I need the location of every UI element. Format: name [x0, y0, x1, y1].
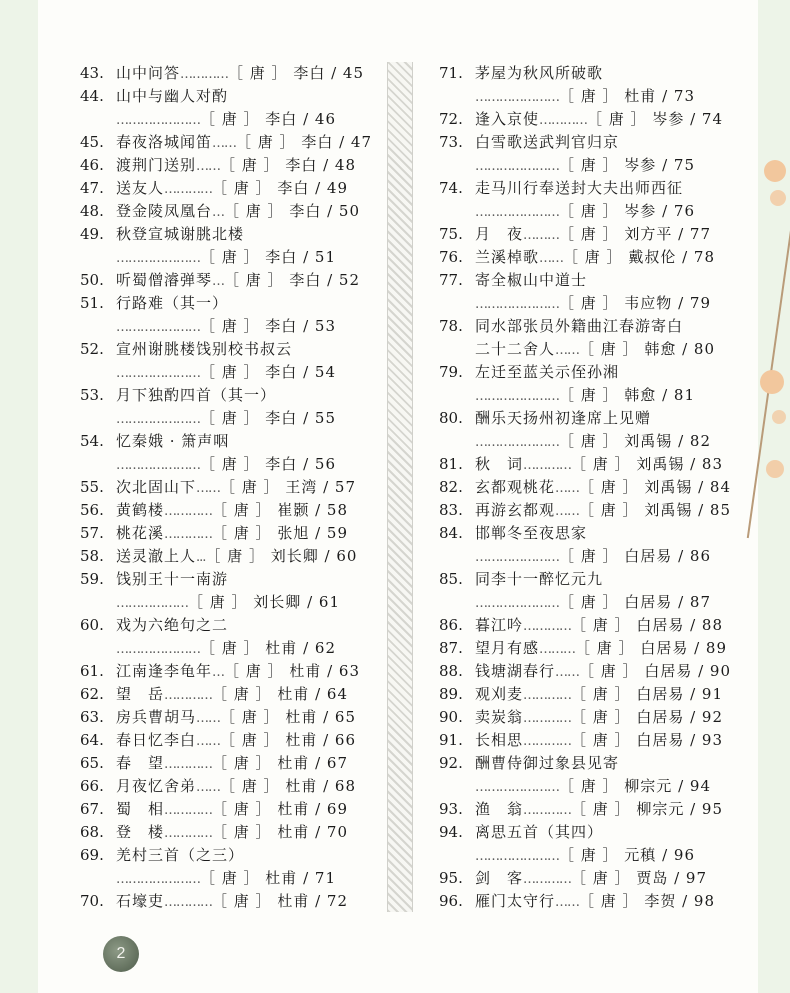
author-and-page: ［ 唐 ］ 刘禹锡 / 82: [559, 432, 711, 450]
toc-entry[interactable]: [80, 154, 380, 177]
plum-blossom-icon: [756, 120, 790, 540]
poem-title: 听蜀僧濬弹琴: [116, 271, 213, 289]
dot-leader: ……: [555, 895, 580, 910]
poem-title: 月夜忆舍弟: [116, 777, 197, 795]
entry-number: 88.: [439, 662, 463, 680]
poem-title: 观刈麦: [475, 685, 524, 703]
poem-title: 蜀 相: [116, 800, 165, 818]
poem-title: 秋 词: [475, 455, 524, 473]
author-and-page: ［ 唐 ］ 刘禹锡 / 85: [579, 501, 731, 519]
poem-title: 二十二舍人: [475, 340, 556, 358]
entry-number: 64.: [80, 731, 104, 749]
entry-number: 54.: [80, 432, 104, 450]
poem-title: 登 楼: [116, 823, 165, 841]
dot-leader: …………: [523, 734, 572, 749]
dot-leader: …………………: [116, 320, 200, 335]
toc-entry[interactable]: [439, 637, 739, 660]
toc-entry[interactable]: [80, 85, 380, 108]
entry-number: 76.: [439, 248, 463, 266]
author-and-page: ［ 唐 ］ 李白 / 46: [200, 110, 336, 128]
toc-entry-continuation[interactable]: [439, 775, 739, 798]
author-and-page: ［ 唐 ］ 岑参 / 76: [559, 202, 695, 220]
poem-title: 江南逢李龟年: [116, 662, 213, 680]
toc-entry[interactable]: [439, 867, 739, 890]
poem-title: 月下独酌四首（其一）: [116, 386, 277, 404]
dot-leader: …………………: [475, 159, 559, 174]
poem-title: 暮江吟: [475, 616, 524, 634]
author-and-page: ［ 唐 ］ 杜甫 / 67: [212, 754, 348, 772]
toc-entry[interactable]: [439, 752, 739, 775]
dot-leader: …………: [164, 182, 213, 197]
dot-leader: …………: [539, 113, 588, 128]
author-and-page: ［ 唐 ］ 柳宗元 / 94: [559, 777, 711, 795]
entry-number: 47.: [80, 179, 104, 197]
poem-title: 寄全椒山中道士: [475, 271, 588, 289]
dot-leader: ……: [555, 665, 580, 680]
author-and-page: ［ 唐 ］ 刘禹锡 / 84: [579, 478, 731, 496]
toc-entry-continuation[interactable]: [80, 361, 380, 384]
poem-title: 离思五首（其四）: [475, 823, 604, 841]
author-and-page: ［ 唐 ］ 柳宗元 / 95: [571, 800, 723, 818]
toc-entry-continuation[interactable]: [439, 338, 739, 361]
toc-entry[interactable]: [80, 798, 380, 821]
entry-number: 72.: [439, 110, 463, 128]
author-and-page: ［ 唐 ］ 白居易 / 91: [571, 685, 723, 703]
dot-leader: …………………: [475, 90, 559, 105]
toc-entry[interactable]: [439, 729, 739, 752]
poem-title: 行路难（其一）: [116, 294, 229, 312]
poem-title: 石壕吏: [116, 892, 165, 910]
author-and-page: ［ 唐 ］ 白居易 / 88: [571, 616, 723, 634]
entry-number: 86.: [439, 616, 463, 634]
toc-entry[interactable]: [80, 223, 380, 246]
author-and-page: ［ 唐 ］ 张旭 / 59: [212, 524, 348, 542]
toc-entry[interactable]: [439, 890, 739, 913]
entry-number: 75.: [439, 225, 463, 243]
entry-number: 57.: [80, 524, 104, 542]
toc-entry[interactable]: [80, 545, 380, 568]
author-and-page: ［ 唐 ］ 刘方平 / 77: [559, 225, 711, 243]
dot-leader: …………: [523, 688, 572, 703]
toc-entry[interactable]: [80, 292, 380, 315]
entry-number: 61.: [80, 662, 104, 680]
dot-leader: …………………: [475, 389, 559, 404]
toc-entry[interactable]: [80, 131, 380, 154]
dot-leader: …………………: [116, 872, 200, 887]
poem-title: 长相思: [475, 731, 524, 749]
toc-entry[interactable]: [80, 821, 380, 844]
poem-title: 送灵澈上人: [116, 547, 197, 565]
poem-title: 忆秦娥 · 箫声咽: [116, 432, 230, 450]
dot-leader: ……: [196, 481, 221, 496]
toc-entry-continuation[interactable]: [439, 292, 739, 315]
poem-title: 同水部张员外籍曲江春游寄白: [475, 317, 684, 335]
dot-leader: …………………: [475, 297, 559, 312]
author-and-page: ［ 唐 ］ 李白 / 54: [200, 363, 336, 381]
author-and-page: ［ 唐 ］ 李白 / 52: [224, 271, 360, 289]
toc-entry-continuation[interactable]: [80, 407, 380, 430]
toc-entry-continuation[interactable]: [439, 200, 739, 223]
toc-entry[interactable]: [439, 407, 739, 430]
dot-leader: …………: [523, 458, 572, 473]
dot-leader: …………………: [116, 412, 200, 427]
toc-entry-continuation[interactable]: [439, 154, 739, 177]
poem-title: 房兵曹胡马: [116, 708, 197, 726]
entry-number: 60.: [80, 616, 104, 634]
dot-leader: ……: [196, 711, 221, 726]
entry-number: 78.: [439, 317, 463, 335]
toc-entry[interactable]: [439, 108, 739, 131]
author-and-page: ［ 唐 ］ 白居易 / 92: [571, 708, 723, 726]
toc-entry-continuation[interactable]: [80, 108, 380, 131]
toc-entry[interactable]: [80, 177, 380, 200]
author-and-page: ［ 唐 ］ 杜甫 / 73: [559, 87, 695, 105]
entry-number: 51.: [80, 294, 104, 312]
entry-number: 85.: [439, 570, 463, 588]
author-and-page: ［ 唐 ］ 戴叔伦 / 78: [563, 248, 715, 266]
toc-entry[interactable]: [439, 476, 739, 499]
entry-number: 73.: [439, 133, 463, 151]
dot-leader: …: [212, 665, 225, 680]
author-and-page: ［ 唐 ］ 李白 / 55: [200, 409, 336, 427]
entry-number: 59.: [80, 570, 104, 588]
dot-leader: ...: [196, 550, 206, 565]
dot-leader: …………: [164, 895, 213, 910]
toc-entry-continuation[interactable]: [80, 591, 380, 614]
toc-entry[interactable]: [439, 361, 739, 384]
entry-number: 71.: [439, 64, 463, 82]
toc-entry[interactable]: [80, 430, 380, 453]
poem-title: 走马川行奉送封大夫出师西征: [475, 179, 684, 197]
dot-leader: …………………: [475, 849, 559, 864]
entry-number: 67.: [80, 800, 104, 818]
entry-number: 55.: [80, 478, 104, 496]
entry-number: 62.: [80, 685, 104, 703]
author-and-page: ［ 唐 ］ 岑参 / 75: [559, 156, 695, 174]
dot-leader: …………………: [116, 642, 200, 657]
dot-leader: …………: [180, 67, 229, 82]
author-and-page: ［ 唐 ］ 元稹 / 96: [559, 846, 695, 864]
entry-number: 94.: [439, 823, 463, 841]
toc-entry[interactable]: [439, 269, 739, 292]
dot-leader: ……: [196, 159, 221, 174]
entry-number: 89.: [439, 685, 463, 703]
entry-number: 44.: [80, 87, 104, 105]
entry-number: 91.: [439, 731, 463, 749]
entry-number: 92.: [439, 754, 463, 772]
poem-title: 逢入京使: [475, 110, 540, 128]
dot-leader: …………………: [116, 113, 200, 128]
toc-entry[interactable]: [80, 338, 380, 361]
poem-title: 望 岳: [116, 685, 165, 703]
poem-title: 黄鹤楼: [116, 501, 165, 519]
toc-entry[interactable]: [80, 775, 380, 798]
toc-entry-continuation[interactable]: [439, 545, 739, 568]
poem-title: 山中问答: [116, 64, 181, 82]
poem-title: 望月有感: [475, 639, 540, 657]
author-and-page: ［ 唐 ］ 李白 / 49: [212, 179, 348, 197]
author-and-page: ［ 唐 ］ 李白 / 45: [228, 64, 364, 82]
entry-number: 84.: [439, 524, 463, 542]
toc-entry[interactable]: [80, 62, 380, 85]
toc-entry[interactable]: [80, 522, 380, 545]
author-and-page: ［ 唐 ］ 李白 / 48: [220, 156, 356, 174]
toc-entry[interactable]: [80, 499, 380, 522]
poem-title: 羌村三首（之三）: [116, 846, 245, 864]
poem-title: 饯别王十一南游: [116, 570, 229, 588]
author-and-page: ［ 唐 ］ 杜甫 / 64: [212, 685, 348, 703]
poem-title: 渔 翁: [475, 800, 524, 818]
author-and-page: ［ 唐 ］ 李贺 / 98: [579, 892, 715, 910]
author-and-page: ［ 唐 ］ 白居易 / 89: [575, 639, 727, 657]
author-and-page: ［ 唐 ］ 白居易 / 93: [571, 731, 723, 749]
entry-number: 56.: [80, 501, 104, 519]
author-and-page: ［ 唐 ］ 杜甫 / 72: [212, 892, 348, 910]
entry-number: 83.: [439, 501, 463, 519]
author-and-page: ［ 唐 ］ 刘长卿 / 60: [205, 547, 358, 565]
toc-entry[interactable]: [80, 614, 380, 637]
author-and-page: ［ 唐 ］ 刘禹锡 / 83: [571, 455, 723, 473]
dot-leader: …………………: [475, 596, 559, 611]
dot-leader: …………………: [475, 205, 559, 220]
dot-leader: …………………: [475, 780, 559, 795]
dot-leader: …………: [164, 504, 213, 519]
toc-entry-continuation[interactable]: [80, 637, 380, 660]
entry-number: 43.: [80, 64, 104, 82]
author-and-page: ［ 唐 ］ 白居易 / 86: [559, 547, 711, 565]
dot-leader: ……: [196, 780, 221, 795]
author-and-page: ［ 唐 ］ 韦应物 / 79: [559, 294, 711, 312]
dot-leader: …………………: [116, 458, 200, 473]
dot-leader: …………: [523, 711, 572, 726]
poem-title: 月 夜: [475, 225, 524, 243]
entry-number: 79.: [439, 363, 463, 381]
author-and-page: ［ 唐 ］ 李白 / 56: [200, 455, 336, 473]
poem-title: 白雪歌送武判官归京: [475, 133, 620, 151]
poem-title: 山中与幽人对酌: [116, 87, 229, 105]
entry-number: 77.: [439, 271, 463, 289]
toc-entry[interactable]: [80, 752, 380, 775]
entry-number: 49.: [80, 225, 104, 243]
dot-leader: …………………: [475, 550, 559, 565]
toc-entry-continuation[interactable]: [80, 315, 380, 338]
poem-title: 再游玄都观: [475, 501, 556, 519]
poem-title: 同李十一醉忆元九: [475, 570, 604, 588]
toc-entry[interactable]: [80, 683, 380, 706]
toc-entry-continuation[interactable]: [439, 591, 739, 614]
entry-number: 95.: [439, 869, 463, 887]
dot-leader: ……: [555, 343, 580, 358]
author-and-page: ［ 唐 ］ 岑参 / 74: [587, 110, 723, 128]
author-and-page: ［ 唐 ］ 韩愈 / 81: [559, 386, 695, 404]
poem-title: 雁门太守行: [475, 892, 556, 910]
poem-title: 春日忆李白: [116, 731, 197, 749]
poem-title: 钱塘湖春行: [475, 662, 556, 680]
author-and-page: ［ 唐 ］ 李白 / 51: [200, 248, 336, 266]
entry-number: 93.: [439, 800, 463, 818]
author-and-page: ［ 唐 ］ 杜甫 / 70: [212, 823, 348, 841]
entry-number: 80.: [439, 409, 463, 427]
poem-title: 戏为六绝句之二: [116, 616, 229, 634]
dot-leader: …………: [164, 688, 213, 703]
poem-title: 秋登宣城谢朓北楼: [116, 225, 245, 243]
entry-number: 70.: [80, 892, 104, 910]
dot-leader: …………………: [116, 366, 200, 381]
dot-leader: ……: [539, 251, 564, 266]
toc-entry[interactable]: [80, 384, 380, 407]
author-and-page: ［ 唐 ］ 崔颢 / 58: [212, 501, 348, 519]
entry-number: 96.: [439, 892, 463, 910]
entry-number: 58.: [80, 547, 104, 565]
author-and-page: ［ 唐 ］ 韩愈 / 80: [579, 340, 715, 358]
entry-number: 46.: [80, 156, 104, 174]
toc-entry[interactable]: [439, 821, 739, 844]
author-and-page: ［ 唐 ］ 杜甫 / 63: [224, 662, 360, 680]
poem-title: 卖炭翁: [475, 708, 524, 726]
dot-leader: …………: [164, 803, 213, 818]
toc-entry[interactable]: [439, 223, 739, 246]
toc-entry[interactable]: [80, 706, 380, 729]
author-and-page: ［ 唐 ］ 杜甫 / 66: [220, 731, 356, 749]
entry-number: 68.: [80, 823, 104, 841]
toc-entry[interactable]: [439, 246, 739, 269]
poem-title: 玄都观桃花: [475, 478, 556, 496]
author-and-page: ［ 唐 ］ 杜甫 / 71: [200, 869, 336, 887]
toc-entry-continuation[interactable]: [439, 384, 739, 407]
poem-title: 酬曹侍御过象县见寄: [475, 754, 620, 772]
toc-entry-continuation[interactable]: [80, 453, 380, 476]
entry-number: 52.: [80, 340, 104, 358]
entry-number: 82.: [439, 478, 463, 496]
poem-title: 次北固山下: [116, 478, 197, 496]
toc-entry[interactable]: [439, 177, 739, 200]
toc-entry[interactable]: [80, 476, 380, 499]
dot-leader: …………………: [116, 251, 200, 266]
toc-entry[interactable]: [439, 798, 739, 821]
toc-entry[interactable]: [80, 890, 380, 913]
lattice-divider: [387, 62, 413, 912]
dot-leader: ……: [555, 504, 580, 519]
toc-entry[interactable]: [439, 660, 739, 683]
toc-entry[interactable]: [439, 614, 739, 637]
dot-leader: …………: [164, 757, 213, 772]
toc-entry[interactable]: [80, 844, 380, 867]
toc-entry[interactable]: [80, 200, 380, 223]
toc-entry[interactable]: [439, 522, 739, 545]
author-and-page: ［ 唐 ］ 刘长卿 / 61: [188, 593, 340, 611]
toc-entry[interactable]: [439, 315, 739, 338]
poem-title: 左迁至蓝关示侄孙湘: [475, 363, 620, 381]
entry-number: 63.: [80, 708, 104, 726]
dot-leader: …………: [523, 619, 572, 634]
dot-leader: …………: [164, 826, 213, 841]
poem-title: 春夜洛城闻笛: [116, 133, 213, 151]
dot-leader: …………………: [475, 435, 559, 450]
entry-number: 66.: [80, 777, 104, 795]
author-and-page: ［ 唐 ］ 王湾 / 57: [220, 478, 356, 496]
author-and-page: ［ 唐 ］ 白居易 / 87: [559, 593, 711, 611]
author-and-page: ［ 唐 ］ 李白 / 50: [224, 202, 360, 220]
dot-leader: ………: [523, 228, 560, 243]
toc-entry[interactable]: [439, 62, 739, 85]
toc-column-left: [80, 62, 380, 913]
author-and-page: ［ 唐 ］ 贾岛 / 97: [571, 869, 707, 887]
entry-number: 50.: [80, 271, 104, 289]
dot-leader: ……: [196, 734, 221, 749]
entry-number: 65.: [80, 754, 104, 772]
entry-number: 74.: [439, 179, 463, 197]
author-and-page: ［ 唐 ］ 杜甫 / 68: [220, 777, 356, 795]
toc-entry-continuation[interactable]: [439, 844, 739, 867]
poem-title: 登金陵凤凰台: [116, 202, 213, 220]
toc-entry[interactable]: [439, 131, 739, 154]
toc-entry[interactable]: [80, 568, 380, 591]
dot-leader: …………: [523, 803, 572, 818]
toc-entry[interactable]: [439, 568, 739, 591]
toc-entry[interactable]: [439, 706, 739, 729]
dot-leader: ……: [212, 136, 237, 151]
dot-leader: …: [212, 274, 225, 289]
dot-leader: …………: [523, 872, 572, 887]
poem-title: 茅屋为秋风所破歌: [475, 64, 604, 82]
poem-title: 酬乐天扬州初逢席上见赠: [475, 409, 652, 427]
toc-entry[interactable]: [439, 453, 739, 476]
author-and-page: ［ 唐 ］ 杜甫 / 69: [212, 800, 348, 818]
poem-title: 兰溪棹歌: [475, 248, 540, 266]
toc-entry[interactable]: [439, 683, 739, 706]
poem-title: 桃花溪: [116, 524, 165, 542]
poem-title: 送友人: [116, 179, 165, 197]
poem-title: 剑 客: [475, 869, 524, 887]
toc-column-right: [439, 62, 739, 913]
poem-title: 宣州谢朓楼饯别校书叔云: [116, 340, 293, 358]
author-and-page: ［ 唐 ］ 李白 / 47: [236, 133, 372, 151]
poem-title: 邯郸冬至夜思家: [475, 524, 588, 542]
author-and-page: ［ 唐 ］ 杜甫 / 65: [220, 708, 356, 726]
toc-entry[interactable]: [80, 729, 380, 752]
poem-title: 渡荆门送别: [116, 156, 197, 174]
toc-entry-continuation[interactable]: [80, 867, 380, 890]
page-number-badge: 2: [103, 936, 139, 972]
dot-leader: …………: [164, 527, 213, 542]
toc-entry-continuation[interactable]: [439, 85, 739, 108]
toc-entry-continuation[interactable]: [80, 246, 380, 269]
toc-entry-continuation[interactable]: [439, 430, 739, 453]
author-and-page: ［ 唐 ］ 李白 / 53: [200, 317, 336, 335]
dot-leader: ……: [555, 481, 580, 496]
entry-number: 69.: [80, 846, 104, 864]
dot-leader: ………: [539, 642, 576, 657]
toc-entry[interactable]: [439, 499, 739, 522]
poem-title: 春 望: [116, 754, 165, 772]
entry-number: 45.: [80, 133, 104, 151]
toc-entry[interactable]: [80, 660, 380, 683]
author-and-page: ［ 唐 ］ 杜甫 / 62: [200, 639, 336, 657]
entry-number: 90.: [439, 708, 463, 726]
entry-number: 81.: [439, 455, 463, 473]
entry-number: 53.: [80, 386, 104, 404]
dot-leader: …: [212, 205, 225, 220]
entry-number: 48.: [80, 202, 104, 220]
entry-number: 87.: [439, 639, 463, 657]
dot-leader: ………………: [116, 596, 188, 611]
toc-entry[interactable]: [80, 269, 380, 292]
author-and-page: ［ 唐 ］ 白居易 / 90: [579, 662, 731, 680]
